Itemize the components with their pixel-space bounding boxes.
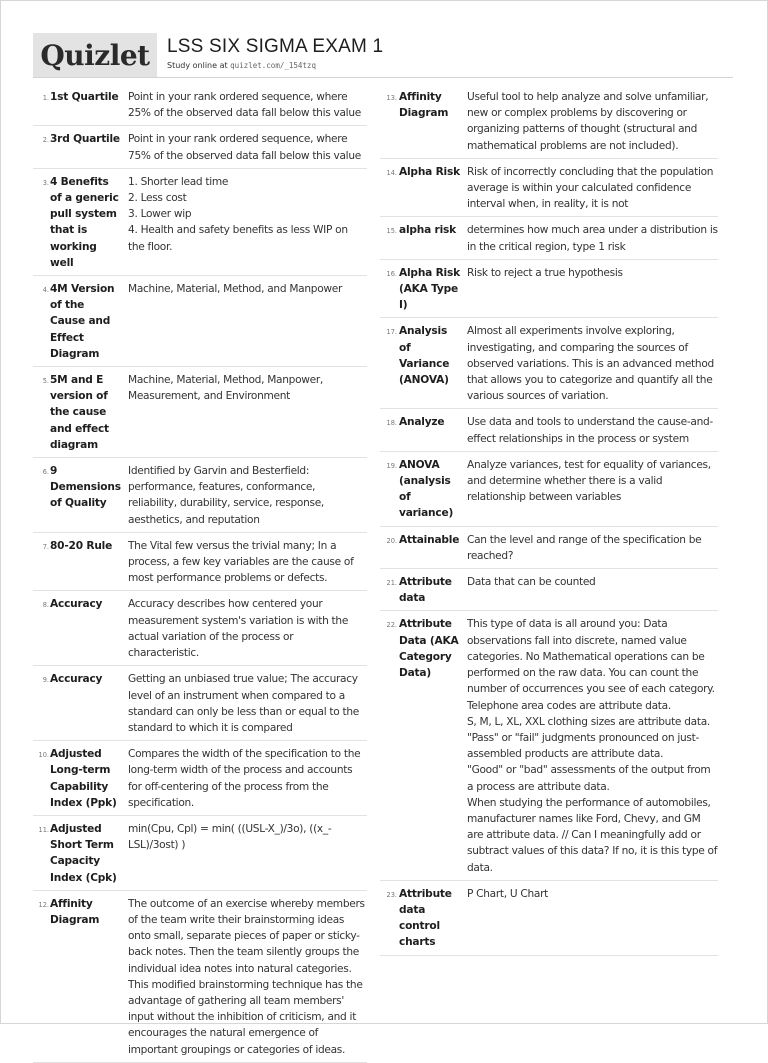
card-term: Affinity Diagram bbox=[399, 91, 449, 120]
card-definition: P Chart, U Chart bbox=[467, 887, 549, 900]
flashcard-row bbox=[380, 527, 718, 569]
card-term: Attainable bbox=[399, 533, 460, 546]
card-definition: Point in your rank ordered sequence, where 75% of the observed data fall below this value bbox=[128, 133, 361, 162]
flashcard-row bbox=[33, 84, 367, 126]
card-number: 4. bbox=[42, 286, 49, 295]
card-term: Adjusted Short Term Capacity Index (Cpk) bbox=[50, 822, 117, 884]
card-definition: Machine, Material, Method, and Manpower bbox=[128, 283, 343, 296]
card-term: Attribute data control charts bbox=[399, 887, 452, 949]
card-term: 5M and E version of the cause and effect diagram bbox=[50, 374, 109, 451]
card-number: 21. bbox=[386, 579, 397, 588]
card-number: 12. bbox=[38, 900, 49, 909]
header-divider bbox=[33, 77, 733, 78]
card-term: Alpha Risk (AKA Type I) bbox=[399, 266, 460, 312]
card-number: 22. bbox=[386, 621, 397, 630]
card-definition: Point in your rank ordered sequence, where 25% of the observed data fall below this value bbox=[128, 91, 361, 120]
flashcard-row bbox=[33, 741, 367, 816]
card-definition: The Vital few versus the trivial many; In a process, a few key variables are the cause of most performance problems or defects. bbox=[128, 539, 354, 585]
card-definition: Accuracy describes how centered your measurement system's variation is with the actual variation of the process or characteristic. bbox=[128, 598, 349, 660]
card-number: 15. bbox=[386, 227, 397, 236]
card-definition: Use data and tools to understand the cause-and-effect relationships in the process or system bbox=[467, 416, 713, 445]
flashcard-row bbox=[33, 666, 367, 741]
study-online-label: Study online at bbox=[167, 61, 228, 70]
card-number: 3. bbox=[42, 178, 49, 187]
card-definition: Compares the width of the specification to the long-term width of the process and accounts for off-centering of the process from the specification. bbox=[128, 748, 361, 809]
card-number: 1. bbox=[42, 94, 49, 102]
flashcard-row bbox=[380, 409, 718, 451]
flashcard-row bbox=[380, 159, 718, 218]
card-definition: Identified by Garvin and Besterfield: performance, features, conformance, reliability, durability, service, response, aesthetics, and reputation bbox=[128, 465, 324, 526]
card-number: 2. bbox=[42, 136, 49, 145]
page-header bbox=[33, 33, 733, 77]
card-definition: Getting an unbiased true value; The accuracy level of an instrument when compared to a standard can only be less than or equal to the standard to which it is compared bbox=[128, 673, 359, 734]
card-definition: Machine, Material, Method, Manpower, Measurement, and Environment bbox=[128, 374, 323, 403]
flashcard-row bbox=[380, 217, 718, 259]
flashcard-row bbox=[33, 169, 367, 276]
card-number: 20. bbox=[386, 536, 397, 545]
card-number: 13. bbox=[386, 94, 397, 102]
card-definition: Almost all experiments involve exploring, investigating, and comparing the sources of observed variations. This is an advanced method that allows you to categorize and quantify all the various sources of variation. bbox=[467, 325, 714, 403]
card-number: 23. bbox=[386, 890, 397, 899]
card-definition: Data that can be counted bbox=[467, 576, 596, 589]
flashcard-row bbox=[380, 260, 718, 319]
card-term: Accuracy bbox=[50, 673, 103, 686]
flashcard-row bbox=[380, 452, 718, 527]
flashcard-row bbox=[33, 816, 367, 891]
card-number: 17. bbox=[386, 328, 397, 337]
card-term: Accuracy bbox=[50, 598, 103, 611]
card-number: 9. bbox=[42, 676, 49, 685]
flashcard-row bbox=[33, 591, 367, 666]
card-definition: min(Cpu, Cpl) = min( ((USL-X_)/3o), ((x_-LSL)/3ost) ) bbox=[128, 822, 332, 852]
card-term: 4 Benefits of a generic pull system that is working well bbox=[50, 175, 119, 269]
logo-text: Quizlet bbox=[40, 38, 150, 72]
card-term: 3rd Quartile bbox=[50, 133, 120, 146]
card-definition: Useful tool to help analyze and solve unfamiliar, new or complex problems by discovering or organizing patterns of thought (structural and mathematical problems are not included). bbox=[467, 91, 709, 152]
card-number: 18. bbox=[386, 419, 397, 428]
flashcard-row bbox=[380, 569, 718, 611]
card-term: 4M Version of the Cause and Effect Diagram bbox=[50, 283, 115, 360]
flashcard-row bbox=[380, 318, 718, 409]
card-term: Affinity Diagram bbox=[50, 897, 100, 926]
card-number: 8. bbox=[42, 601, 49, 610]
card-number: 6. bbox=[42, 468, 49, 477]
flashcard-row bbox=[380, 611, 718, 880]
flashcard-row bbox=[33, 367, 367, 458]
quizlet-logo[interactable] bbox=[33, 33, 157, 77]
card-number: 19. bbox=[386, 461, 397, 470]
card-number: 14. bbox=[386, 168, 397, 177]
card-number: 16. bbox=[386, 269, 397, 278]
flashcard-row bbox=[33, 276, 367, 367]
left-column bbox=[33, 84, 367, 1063]
study-url-link[interactable]: quizlet.com/_154tzq bbox=[230, 61, 316, 70]
card-term: 1st Quartile bbox=[50, 91, 119, 103]
card-definition: Analyze variances, test for equality of variances, and determine whether there is a valid relationship between variables bbox=[467, 458, 711, 504]
flashcard-row bbox=[380, 84, 718, 159]
card-definition: Can the level and range of the specification be reached? bbox=[467, 533, 702, 562]
flashcard-row bbox=[33, 891, 367, 1063]
card-definition: determines how much area under a distribution is in the critical region, type 1 risk bbox=[467, 224, 718, 253]
study-online-line bbox=[167, 61, 316, 70]
flashcard-row bbox=[33, 458, 367, 533]
flashcard-row bbox=[33, 533, 367, 592]
card-term: ANOVA (analysis of variance) bbox=[399, 458, 454, 520]
card-number: 10. bbox=[38, 751, 49, 760]
card-definition: Risk to reject a true hypothesis bbox=[467, 266, 623, 279]
card-definition: Risk of incorrectly concluding that the population average is within your calculated confidence interval when, in reality, it is not bbox=[467, 165, 714, 211]
right-column bbox=[380, 84, 718, 956]
card-term: 80-20 Rule bbox=[50, 539, 113, 552]
card-definition: 1. Shorter lead time 2. Less cost 3. Lower wip 4. Health and safety benefits as less WIP on the floor. bbox=[128, 175, 348, 253]
card-number: 11. bbox=[38, 825, 49, 834]
card-term: Adjusted Long-term Capability Index (Ppk) bbox=[50, 748, 117, 809]
page-title: LSS SIX SIGMA EXAM 1 bbox=[167, 36, 384, 57]
card-number: 7. bbox=[42, 542, 49, 551]
flashcard-row bbox=[380, 881, 718, 956]
card-term: Attribute Data (AKA Category Data) bbox=[399, 618, 459, 680]
card-term: Analysis of Variance (ANOVA) bbox=[399, 325, 450, 387]
card-term: Attribute data bbox=[399, 576, 452, 605]
card-definition: The outcome of an exercise whereby members of the team write their brainstorming ideas onto small, separate pieces of paper or sticky-back notes. Then the team silently groups the individual idea notes into natural categories. This modified brainstorming technique has the advantage of gathering all team members' input without the inhibition of criticism, and it encourages the natural emergence of important groupings or categories of ideas. bbox=[128, 897, 365, 1056]
card-term: 9 Demensions of Quality bbox=[50, 465, 121, 510]
card-term: Alpha Risk bbox=[399, 165, 460, 178]
card-number: 5. bbox=[42, 377, 49, 386]
flashcard-row bbox=[33, 126, 367, 168]
card-definition: This type of data is all around you: Data observations fall into discrete, named value categories. No Mathematical operations can be performed on the raw data. You can count the number of occurrences you see of each category. Telephone area codes are attribute data. S, M, L, XL, XXL clothing sizes are attribute data. "Pass" or "fail" judgments pronounced on just-assembled products are attribute data. "Good" or "bad" assessments of the output from a process are attribute data. When studying the performance of automobiles, manufacturer names like Ford, Chevy, and GM are attribute data. // Can I meaningfully add or subtract values of this data? If no, it is this type of data. bbox=[467, 618, 718, 874]
card-term: Analyze bbox=[399, 416, 445, 429]
card-term: alpha risk bbox=[399, 224, 456, 237]
